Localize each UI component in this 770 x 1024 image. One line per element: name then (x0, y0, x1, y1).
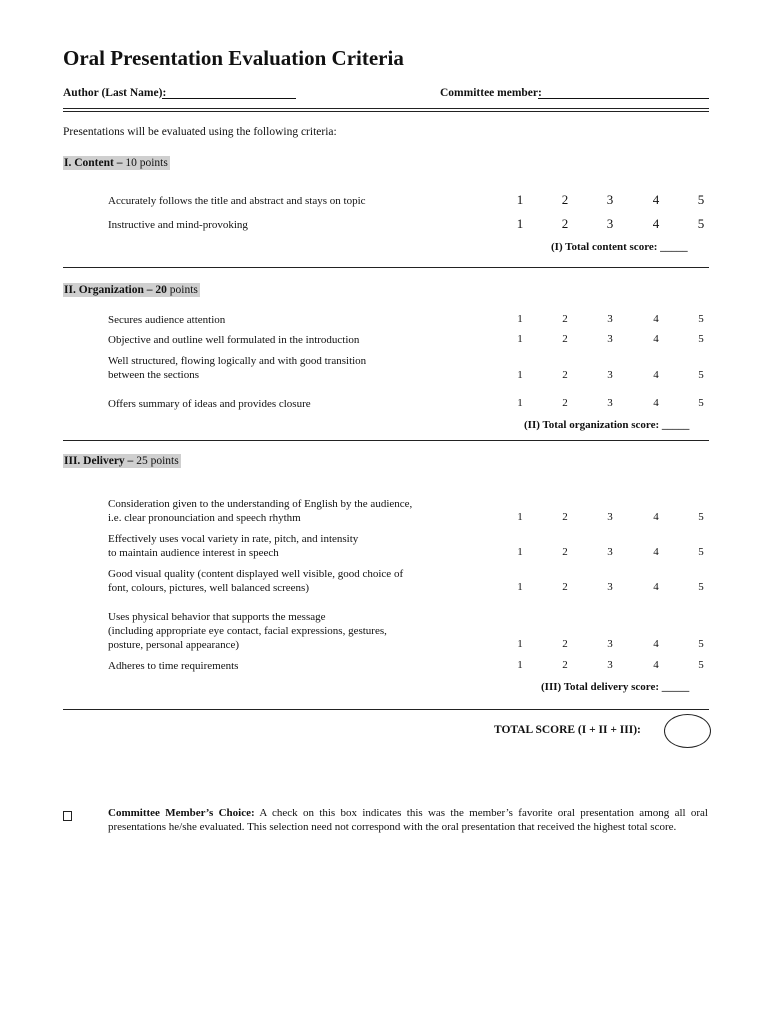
score-option-3[interactable]: 3 (607, 511, 613, 523)
committee-member-label: Committee member: (440, 87, 542, 99)
score-option-4[interactable]: 4 (653, 397, 659, 409)
score-option-5[interactable]: 5 (698, 313, 704, 325)
page-title: Oral Presentation Evaluation Criteria (63, 46, 404, 70)
score-option-5[interactable]: 5 (697, 216, 705, 231)
score-option-5[interactable]: 5 (698, 369, 704, 381)
score-option-4[interactable]: 4 (653, 659, 659, 671)
score-option-5[interactable]: 5 (698, 638, 704, 650)
author-label: Author (Last Name): (63, 87, 167, 99)
committee-choice-label: Committee Member’s Choice: (108, 807, 255, 819)
score-option-2[interactable]: 2 (562, 638, 568, 650)
score-option-1[interactable]: 1 (517, 638, 523, 650)
organization-item-1: Secures audience attention (108, 314, 226, 326)
score-option-4[interactable]: 4 (652, 216, 660, 231)
section-delivery-points: 25 points (136, 455, 179, 467)
section-content-name: I. Content – (64, 157, 123, 169)
score-option-5[interactable]: 5 (698, 511, 704, 523)
delivery-item-3: Good visual quality (content displayed well visible, good choice of font, colours, pictures, well balanced screens) (108, 568, 404, 594)
score-option-5[interactable]: 5 (698, 546, 704, 558)
score-option-4[interactable]: 4 (653, 546, 659, 558)
committee-choice-text (108, 806, 708, 834)
score-option-2[interactable]: 2 (562, 313, 568, 325)
score-option-4[interactable]: 4 (652, 192, 660, 207)
delivery-subtotal[interactable]: (III) Total delivery score: _____ (541, 681, 690, 693)
score-option-2[interactable]: 2 (562, 333, 568, 345)
score-option-1[interactable]: 1 (517, 369, 523, 381)
score-option-2[interactable]: 2 (561, 192, 569, 207)
committee-member-field[interactable] (538, 98, 709, 99)
organization-item-3: Well structured, flowing logically and with good transition between the sections (108, 355, 367, 381)
score-option-1[interactable]: 1 (517, 313, 523, 325)
score-option-1[interactable]: 1 (516, 192, 524, 207)
organization-item-2: Objective and outline well formulated in the introduction (108, 334, 360, 346)
score-option-2[interactable]: 2 (562, 397, 568, 409)
score-option-2[interactable]: 2 (562, 369, 568, 381)
score-option-5[interactable]: 5 (698, 581, 704, 593)
score-option-3[interactable]: 3 (607, 369, 613, 381)
section-delivery-name: III. Delivery – (64, 455, 134, 467)
author-name-field[interactable] (162, 98, 296, 99)
score-option-1[interactable]: 1 (517, 659, 523, 671)
score-option-1[interactable]: 1 (516, 216, 524, 231)
content-item-2: Instructive and mind-provoking (108, 219, 248, 231)
score-option-2[interactable]: 2 (562, 511, 568, 523)
score-option-3[interactable]: 3 (607, 546, 613, 558)
score-option-4[interactable]: 4 (653, 511, 659, 523)
score-option-1[interactable]: 1 (517, 397, 523, 409)
score-option-1[interactable]: 1 (517, 333, 523, 345)
score-option-4[interactable]: 4 (653, 369, 659, 381)
score-option-4[interactable]: 4 (653, 581, 659, 593)
score-option-4[interactable]: 4 (653, 333, 659, 345)
score-option-3[interactable]: 3 (607, 333, 613, 345)
score-option-1[interactable]: 1 (517, 581, 523, 593)
favorite-checkbox[interactable] (63, 811, 72, 821)
section-organization-name: II. Organization – 20 (64, 284, 167, 296)
content-item-1: Accurately follows the title and abstract and stays on topic (108, 195, 366, 207)
delivery-item-5: Adheres to time requirements (108, 660, 239, 672)
content-subtotal[interactable]: (I) Total content score: _____ (551, 241, 688, 253)
score-option-5[interactable]: 5 (697, 192, 705, 207)
section-organization-points: points (169, 284, 198, 296)
section-content-points: 10 points (125, 157, 168, 169)
score-option-3[interactable]: 3 (607, 659, 613, 671)
delivery-item-4: Uses physical behavior that supports the message (including appropriate eye contact, facial expressions, gestures, posture, personal appearance) (108, 611, 387, 651)
score-option-5[interactable]: 5 (698, 397, 704, 409)
header-divider (63, 108, 709, 112)
delivery-item-2: Effectively uses vocal variety in rate, pitch, and intensity to maintain audience interest in speech (108, 533, 359, 559)
score-option-3[interactable]: 3 (607, 313, 613, 325)
organization-item-4: Offers summary of ideas and provides closure (108, 398, 311, 410)
score-option-2[interactable]: 2 (561, 216, 569, 231)
score-option-4[interactable]: 4 (653, 313, 659, 325)
score-option-1[interactable]: 1 (517, 546, 523, 558)
section-delivery-heading (63, 454, 181, 468)
delivery-item-1: Consideration given to the understanding of English by the audience, i.e. clear pronounciation and speech rhythm (108, 498, 413, 524)
committee-choice-description: A check on this box indicates this was the member’s favorite oral presentation among all oral presentations he/she evaluated. This selection need not correspond with the oral presentation that received the highest total score. (108, 807, 708, 833)
score-option-3[interactable]: 3 (607, 638, 613, 650)
score-option-1[interactable]: 1 (517, 511, 523, 523)
section-divider (63, 440, 709, 441)
organization-subtotal[interactable]: (II) Total organization score: _____ (524, 419, 690, 431)
score-option-2[interactable]: 2 (562, 659, 568, 671)
score-option-3[interactable]: 3 (607, 581, 613, 593)
score-option-3[interactable]: 3 (606, 192, 614, 207)
score-option-3[interactable]: 3 (606, 216, 614, 231)
score-option-2[interactable]: 2 (562, 581, 568, 593)
section-divider (63, 709, 709, 710)
score-option-5[interactable]: 5 (698, 659, 704, 671)
score-option-2[interactable]: 2 (562, 546, 568, 558)
section-organization-heading (63, 283, 200, 297)
intro-text: Presentations will be evaluated using the following criteria: (63, 126, 337, 138)
total-score-oval[interactable] (664, 714, 711, 748)
score-option-4[interactable]: 4 (653, 638, 659, 650)
score-option-5[interactable]: 5 (698, 333, 704, 345)
total-score-label: TOTAL SCORE (I + II + III): (494, 724, 641, 736)
section-content-heading (63, 156, 170, 170)
score-option-3[interactable]: 3 (607, 397, 613, 409)
section-divider (63, 267, 709, 268)
